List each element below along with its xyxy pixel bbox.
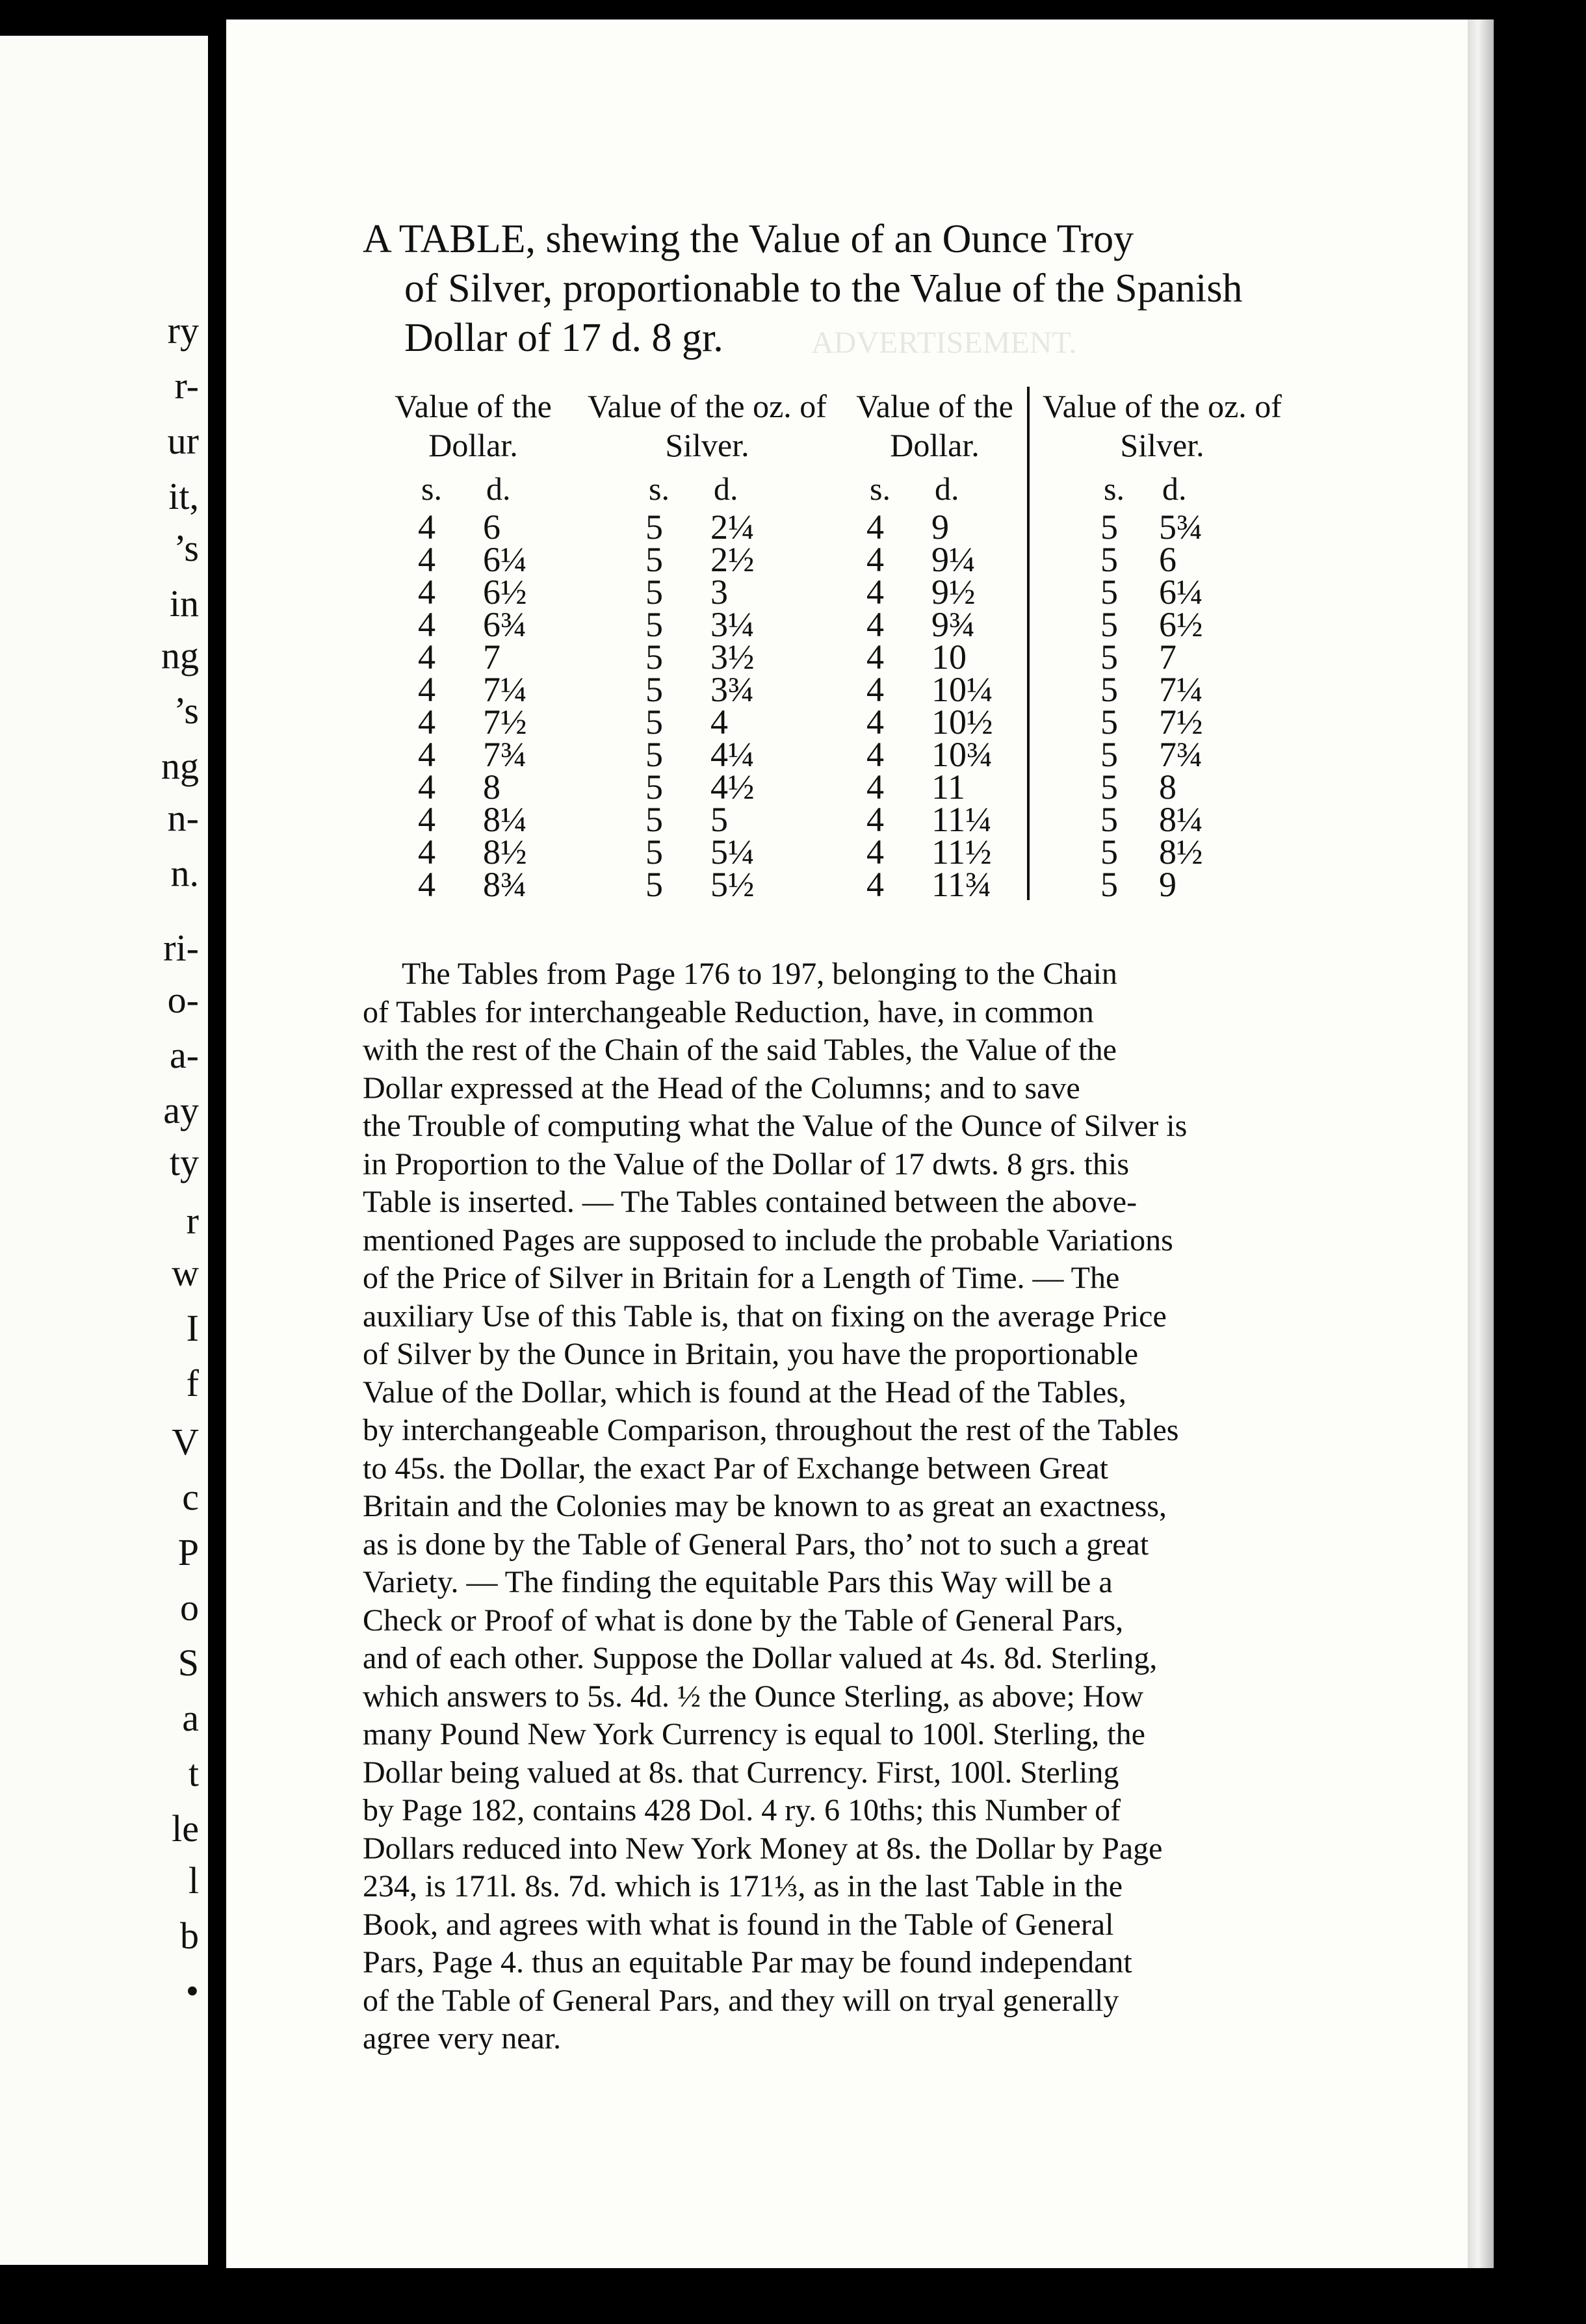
- table-cell: 9¾: [931, 605, 976, 644]
- facing-page-text-fragment: S: [177, 1642, 199, 1684]
- facing-page-text-fragment: ’s: [174, 527, 199, 569]
- body-text-line: auxiliary Use of this Table is, that on fixing on the average Price: [363, 1298, 1167, 1334]
- body-text-line: 234, is 171l. 8s. 7d. which is 171⅓, as in the last Table in the: [363, 1869, 1123, 1904]
- body-text-line: agree very near.: [363, 2021, 562, 2056]
- body-text-line: which answers to 5s. 4d. ½ the Ounce Sterling, as above; How: [363, 1679, 1144, 1714]
- table-cell: 5: [645, 800, 663, 839]
- facing-page-text-fragment: w: [172, 1252, 199, 1294]
- body-text-line: in Proportion to the Value of the Dollar of 17 dwts. 8 grs. this: [363, 1146, 1129, 1181]
- table-cell: 5: [645, 638, 663, 677]
- body-text-line: of the Table of General Pars, and they will on tryal generally: [363, 1983, 1119, 2018]
- table-cell: 4: [418, 638, 436, 677]
- facing-page-text-fragment: l: [188, 1859, 199, 1902]
- body-text-line: of the Price of Silver in Britain for a Length of Time. — The: [363, 1261, 1120, 1295]
- table-cell: 10¾: [931, 735, 993, 774]
- column-divider: [1027, 387, 1030, 900]
- table-cell: 7¾: [483, 735, 527, 774]
- body-text-line: Britain and the Colonies may be known to as great an exactness,: [363, 1489, 1167, 1523]
- facing-page-text-fragment: r-: [174, 365, 199, 407]
- table-cell: 8½: [483, 833, 527, 872]
- table-cell: 7: [1159, 638, 1176, 677]
- table-cell: 5¾: [1159, 508, 1203, 547]
- table-cell: 4: [866, 703, 884, 742]
- table-cell: 4: [866, 573, 884, 612]
- body-text-line: to 45s. the Dollar, the exact Par of Exchange between Great: [363, 1451, 1108, 1486]
- table-cell: 4: [418, 540, 436, 579]
- facing-page-text-fragment: ng: [161, 634, 199, 677]
- table-cell: 5: [1100, 735, 1118, 774]
- table-cell: 4: [418, 768, 436, 807]
- table-cell: 5: [1100, 508, 1118, 547]
- facing-page-text-fragment: o: [180, 1586, 199, 1629]
- table-cell: 7½: [1159, 703, 1203, 742]
- table-cell: 5: [645, 508, 663, 547]
- body-text-line: Table is inserted. — The Tables contained between the above-: [363, 1185, 1138, 1219]
- table-cell: 4: [418, 800, 436, 839]
- body-text-line: Variety. — The finding the equitable Pars this Way will be a: [363, 1565, 1113, 1599]
- table-cell: 5: [1100, 670, 1118, 709]
- table-cell: 4: [866, 833, 884, 872]
- table-cell: 5: [645, 605, 663, 644]
- body-text-line: by Page 182, contains 428 Dol. 4 ry. 6 10ths; this Number of: [363, 1793, 1121, 1827]
- table-cell: 2¼: [710, 508, 755, 547]
- table-cell: 9: [931, 508, 949, 547]
- facing-page-text-fragment: r: [186, 1200, 199, 1242]
- table-cell: 10: [931, 638, 967, 677]
- facing-page-text-fragment: a-: [169, 1034, 199, 1076]
- body-text-line: by interchangeable Comparison, throughout the rest of the Tables: [363, 1413, 1179, 1447]
- table-cell: 4: [866, 508, 884, 547]
- body-text-line: Dollars reduced into New York Money at 8s. the Dollar by Page: [363, 1831, 1163, 1866]
- table-cell: 4: [866, 638, 884, 677]
- facing-page-text-fragment: I: [186, 1307, 199, 1349]
- unit-label: s.: [1104, 471, 1124, 507]
- table-cell: 9½: [931, 573, 976, 612]
- document-page: [226, 19, 1468, 2268]
- table-cell: 8: [1159, 768, 1176, 807]
- facing-page-text-fragment: ’s: [174, 690, 199, 732]
- table-cell: 6½: [1159, 605, 1203, 644]
- facing-page-text-fragment: ng: [161, 745, 199, 787]
- table-cell: 4: [866, 800, 884, 839]
- unit-label: d.: [935, 471, 959, 507]
- table-cell: 7: [483, 638, 500, 677]
- page-edge: [1468, 19, 1494, 2268]
- facing-page-text-fragment: t: [188, 1752, 199, 1794]
- table-cell: 5: [1100, 703, 1118, 742]
- body-text-line: Dollar being valued at 8s. that Currency. First, 100l. Sterling: [363, 1755, 1119, 1790]
- table-cell: 5½: [710, 865, 755, 904]
- table-cell: 6¼: [1159, 573, 1203, 612]
- table-cell: 4: [418, 670, 436, 709]
- facing-page-text-fragment: ty: [169, 1141, 199, 1183]
- facing-page-text-fragment: ay: [163, 1089, 199, 1131]
- table-cell: 5: [1100, 638, 1118, 677]
- table-title: [363, 214, 1377, 363]
- table-cell: 5: [1100, 768, 1118, 807]
- table-cell: 5: [645, 573, 663, 612]
- table-cell: 7¾: [1159, 735, 1203, 774]
- body-paragraph: [363, 955, 1386, 2058]
- table-cell: 3: [710, 573, 728, 612]
- table-cell: 8¼: [483, 800, 527, 839]
- unit-label: s.: [649, 471, 670, 507]
- table-cell: 5: [1100, 605, 1118, 644]
- table-cell: 4: [418, 573, 436, 612]
- unit-label: d.: [714, 471, 738, 507]
- column-header: Value of the oz. of Silver.: [588, 388, 827, 463]
- table-cell: 4: [418, 703, 436, 742]
- table-cell: 4¼: [710, 735, 755, 774]
- unit-label: s.: [870, 471, 890, 507]
- table-cell: 7¼: [1159, 670, 1203, 709]
- facing-page-text-fragment: it,: [168, 475, 199, 517]
- table-cell: 4: [418, 833, 436, 872]
- body-text-line: and of each other. Suppose the Dollar valued at 4s. 8d. Sterling,: [363, 1641, 1158, 1675]
- facing-page-text-fragment: b: [180, 1915, 199, 1957]
- table-cell: 3½: [710, 638, 755, 677]
- table-cell: 10¼: [931, 670, 993, 709]
- table-cell: 4: [866, 540, 884, 579]
- table-cell: 6½: [483, 573, 527, 612]
- table-cell: 3¾: [710, 670, 755, 709]
- table-cell: 2½: [710, 540, 755, 579]
- table-cell: 4: [418, 735, 436, 774]
- table-cell: 5: [645, 735, 663, 774]
- table-cell: 4: [866, 768, 884, 807]
- unit-label: d.: [1162, 471, 1187, 507]
- table-cell: 9¼: [931, 540, 976, 579]
- table-cell: 6: [483, 508, 500, 547]
- table-cell: 8¼: [1159, 800, 1203, 839]
- table-cell: 7½: [483, 703, 527, 742]
- facing-page-text-fragment: in: [169, 582, 199, 625]
- table-cell: 5: [645, 670, 663, 709]
- table-cell: 4: [710, 703, 728, 742]
- table-cell: 8: [483, 768, 500, 807]
- title-line-3: Dollar of 17 d. 8 gr.: [404, 316, 723, 360]
- table-cell: 6: [1159, 540, 1176, 579]
- table-cell: 7¼: [483, 670, 527, 709]
- table-cell: 5: [1100, 833, 1118, 872]
- body-text-line: of Silver by the Ounce in Britain, you have the proportionable: [363, 1337, 1139, 1371]
- table-cell: 5: [1100, 540, 1118, 579]
- table-cell: 4½: [710, 768, 755, 807]
- body-text-line: Pars, Page 4. thus an equitable Par may be found independant: [363, 1945, 1132, 1980]
- column-header: Value of the oz. of Silver.: [1043, 388, 1282, 463]
- table-cell: 5: [645, 833, 663, 872]
- facing-page-text-fragment: n-: [167, 797, 199, 839]
- facing-page-text-fragment: a: [182, 1697, 199, 1739]
- table-cell: 5: [645, 768, 663, 807]
- table-cell: 3¼: [710, 605, 755, 644]
- table-cell: 4: [418, 605, 436, 644]
- table-cell: 11: [931, 768, 965, 807]
- body-text-line: with the rest of the Chain of the said Tables, the Value of the: [363, 1033, 1117, 1067]
- body-text-line: The Tables from Page 176 to 197, belonging to the Chain: [402, 957, 1117, 991]
- body-text-line: mentioned Pages are supposed to include the probable Variations: [363, 1222, 1173, 1258]
- table-cell: 11½: [931, 833, 992, 872]
- body-text-line: of Tables for interchangeable Reduction, have, in common: [363, 994, 1094, 1029]
- table-cell: 4: [866, 865, 884, 904]
- facing-page-text-fragment: o-: [167, 979, 199, 1021]
- facing-page-text-fragment: ur: [167, 420, 199, 462]
- table-cell: 11¾: [931, 865, 992, 904]
- table-cell: 4: [866, 670, 884, 709]
- facing-page-text-fragment: •: [185, 1970, 199, 2012]
- body-text-line: Value of the Dollar, which is found at the Head of the Tables,: [363, 1375, 1126, 1410]
- facing-page-fragment: [0, 36, 208, 2265]
- body-text-line: Book, and agrees with what is found in the Table of General: [363, 1907, 1114, 1942]
- body-text-line: Dollar expressed at the Head of the Columns; and to save: [363, 1070, 1080, 1105]
- unit-label: s.: [421, 471, 442, 507]
- table-cell: 4: [866, 735, 884, 774]
- table-cell: 9: [1159, 865, 1176, 904]
- body-text-line: many Pound New York Currency is equal to 100l. Sterling, the: [363, 1717, 1145, 1751]
- table-cell: 5: [1100, 865, 1118, 904]
- table-cell: 8¾: [483, 865, 527, 904]
- table-cell: 5: [645, 865, 663, 904]
- table-cell: 5: [710, 800, 728, 839]
- table-cell: 11¼: [931, 800, 992, 839]
- facing-page-text-fragment: ri-: [163, 927, 199, 969]
- table-cell: 6¾: [483, 605, 527, 644]
- facing-page-text-fragment: P: [177, 1531, 199, 1573]
- table-cell: 5: [645, 540, 663, 579]
- table-cell: 5¼: [710, 833, 755, 872]
- table-cell: 4: [418, 865, 436, 904]
- table-cell: 4: [866, 605, 884, 644]
- body-text-line: Check or Proof of what is done by the Table of General Pars,: [363, 1603, 1124, 1638]
- table-cell: 10½: [931, 703, 993, 742]
- bleed-through-text: ADVERTISEMENT.: [811, 326, 1077, 360]
- facing-page-text-fragment: V: [172, 1421, 199, 1463]
- column-header: Value of the Dollar.: [856, 388, 1013, 463]
- title-line-2: of Silver, proportionable to the Value of the Spanish: [404, 266, 1243, 311]
- body-text-line: the Trouble of computing what the Value of the Ounce of Silver is: [363, 1109, 1188, 1143]
- table-cell: 5: [1100, 573, 1118, 612]
- table-cell: 8½: [1159, 833, 1203, 872]
- column-header: Value of the Dollar.: [395, 388, 552, 463]
- facing-page-text-fragment: ry: [167, 309, 199, 352]
- facing-page-text-fragment: n.: [170, 852, 199, 894]
- unit-label: d.: [486, 471, 511, 507]
- table-cell: 5: [645, 703, 663, 742]
- table-cell: 5: [1100, 800, 1118, 839]
- gutter: [208, 0, 226, 2324]
- table-cell: 6¼: [483, 540, 527, 579]
- value-table: [363, 387, 1377, 972]
- facing-page-text-fragment: c: [182, 1476, 199, 1518]
- facing-page-text-fragment: f: [186, 1362, 199, 1404]
- title-line-1: A TABLE, shewing the Value of an Ounce Troy: [363, 217, 1134, 261]
- facing-page-text-fragment: le: [172, 1807, 199, 1850]
- body-text-line: as is done by the Table of General Pars, tho’ not to such a great: [363, 1527, 1149, 1562]
- table-cell: 4: [418, 508, 436, 547]
